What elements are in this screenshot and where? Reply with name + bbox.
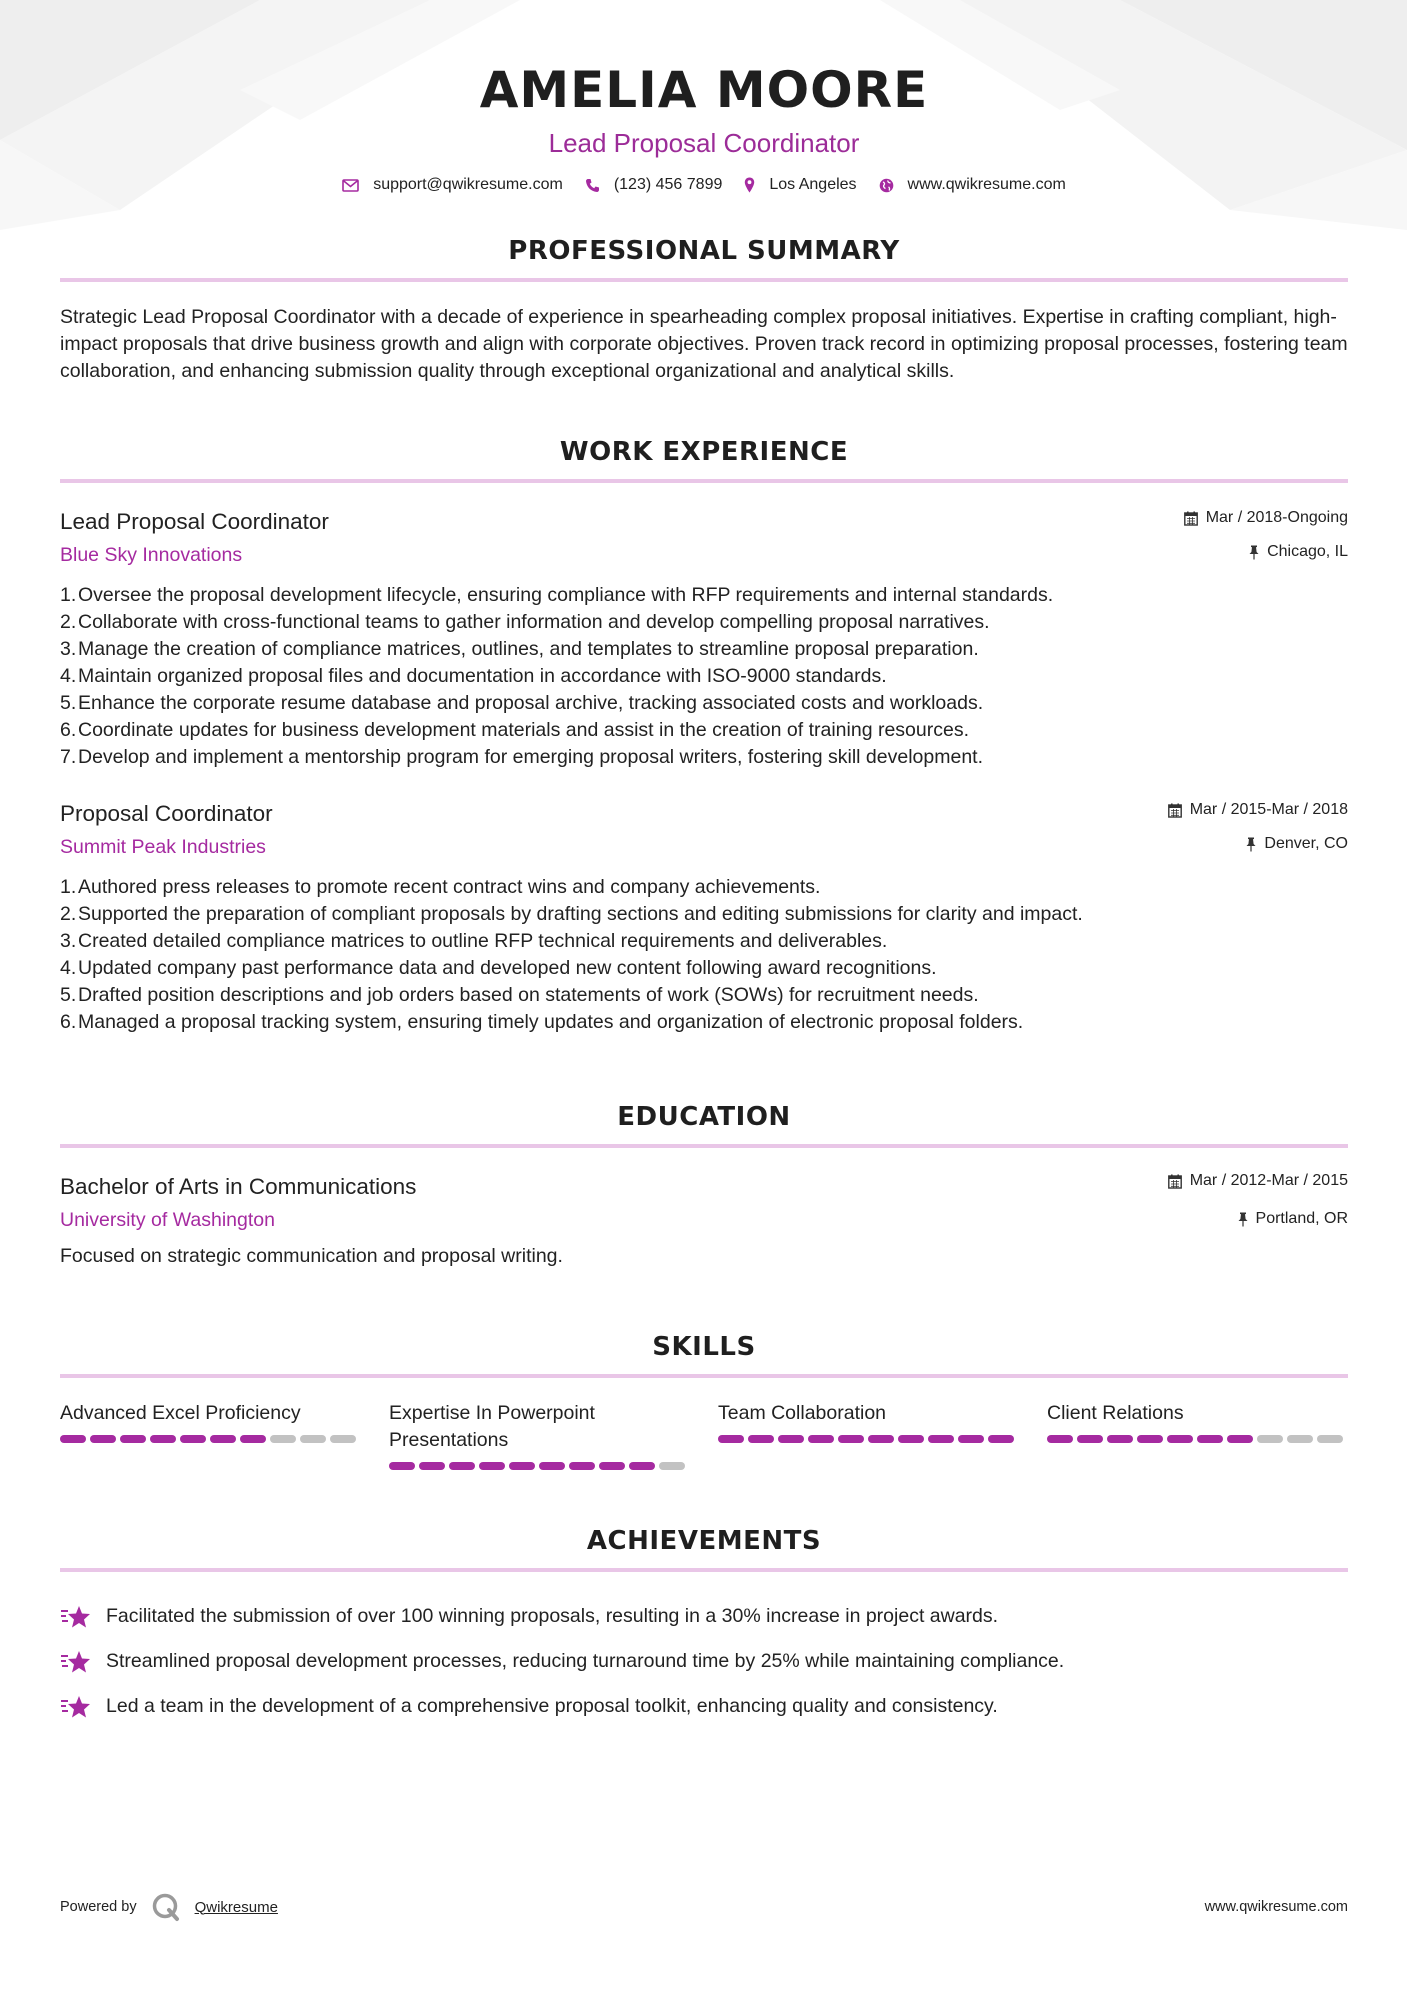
skills-grid — [60, 1400, 1348, 1470]
job-dates-text: Mar / 2018-Ongoing — [1205, 509, 1348, 526]
job-entry — [60, 799, 1348, 1036]
skill-level-segment — [629, 1462, 655, 1470]
skill-level-segment — [330, 1435, 356, 1443]
job-dates — [1168, 801, 1348, 819]
job-bullets — [60, 582, 1348, 771]
summary-section — [60, 234, 1348, 385]
skill-level-segment — [1047, 1435, 1073, 1443]
contact-website[interactable] — [879, 176, 1066, 194]
pushpin-icon — [1249, 545, 1259, 560]
contact-location — [744, 176, 856, 194]
job-title: Proposal Coordinator — [60, 801, 273, 826]
education-location-text: Portland, OR — [1255, 1210, 1348, 1227]
skill-level-segment — [419, 1462, 445, 1470]
skill-level-segment — [778, 1435, 804, 1443]
contact-phone[interactable] — [585, 176, 723, 194]
skill-item — [718, 1400, 1018, 1470]
skill-level-segment — [1287, 1435, 1313, 1443]
job-bullets — [60, 874, 1348, 1036]
globe-icon — [879, 178, 894, 193]
calendar-icon — [1184, 511, 1198, 526]
skill-level-segment — [659, 1462, 685, 1470]
resume-page — [60, 0, 1348, 1729]
phone-icon — [585, 178, 600, 193]
skill-item — [1047, 1400, 1347, 1470]
list-item: 1. Oversee the proposal development lifecycle, ensuring compliance with RFP requirements and internal standards. — [60, 584, 1054, 606]
experience-heading: WORK EXPERIENCE — [559, 437, 849, 467]
star-icon — [60, 1649, 92, 1675]
footer-url[interactable]: www.qwikresume.com — [1204, 1899, 1348, 1915]
degree-title: Bachelor of Arts in Communications — [60, 1174, 417, 1199]
skill-level-segment — [509, 1462, 535, 1470]
qwikresume-link[interactable]: Qwikresume — [194, 1898, 278, 1916]
job-location-text: Denver, CO — [1264, 835, 1348, 852]
list-item: 4. Maintain organized proposal files and documentation in accordance with ISO-9000 standards. — [60, 665, 887, 687]
skill-level-segment — [210, 1435, 236, 1443]
star-icon — [60, 1694, 92, 1720]
education-dates-text: Mar / 2012-Mar / 2015 — [1189, 1172, 1348, 1189]
list-item: 2. Collaborate with cross-functional teams to gather information and develop compelling proposal narratives. — [60, 611, 990, 633]
skill-level-segment — [389, 1462, 415, 1470]
skill-level-segment — [150, 1435, 176, 1443]
list-item: 3. Manage the creation of compliance matrices, outlines, and templates to streamline proposal preparation. — [60, 638, 979, 660]
section-divider — [60, 278, 1348, 282]
achievements-heading: ACHIEVEMENTS — [586, 1526, 822, 1556]
education-dates — [1168, 1172, 1348, 1190]
envelope-icon — [342, 179, 359, 192]
star-icon — [60, 1604, 92, 1630]
skill-name: Team Collaboration — [718, 1402, 887, 1424]
skill-level-segment — [1197, 1435, 1223, 1443]
skill-level-segment — [180, 1435, 206, 1443]
skill-level-segment — [270, 1435, 296, 1443]
contact-website-text: www.qwikresume.com — [907, 176, 1066, 193]
skill-level-segment — [808, 1435, 834, 1443]
skill-level-segment — [1107, 1435, 1133, 1443]
list-item: Streamlined proposal development processes, reducing turnaround time by 25% while maintaining compliance. — [60, 1639, 1348, 1684]
education-heading: EDUCATION — [617, 1102, 791, 1132]
pushpin-icon — [1238, 1212, 1248, 1227]
list-item: 5. Enhance the corporate resume database and proposal archive, tracking associated costs and workloads. — [60, 692, 984, 714]
skill-level-segment — [539, 1462, 565, 1470]
job-dates-text: Mar / 2015-Mar / 2018 — [1189, 801, 1348, 818]
skill-level-segment — [748, 1435, 774, 1443]
section-divider — [60, 1568, 1348, 1572]
pushpin-icon — [1246, 837, 1256, 852]
school-name: University of Washington — [60, 1209, 275, 1231]
job-entry — [60, 507, 1348, 771]
skill-level-segment — [569, 1462, 595, 1470]
skill-level-segment — [1227, 1435, 1253, 1443]
summary-heading: PROFESSIONAL SUMMARY — [508, 236, 900, 266]
contact-bar — [60, 176, 1348, 194]
section-divider — [60, 1374, 1348, 1378]
skills-section — [60, 1330, 1348, 1470]
education-description: Focused on strategic communication and proposal writing. — [60, 1245, 563, 1267]
skill-level-segment — [838, 1435, 864, 1443]
footer-branding — [60, 1892, 278, 1922]
calendar-icon — [1168, 803, 1182, 818]
skill-level-segment — [868, 1435, 894, 1443]
summary-text: Strategic Lead Proposal Coordinator with a decade of experience in spearheading complex proposal initiatives. Expertise in crafting compliant, high-impact proposals that drive business growth and align with corporate objectives. Proven track record in optimizing proposal processes, fostering team collaboration, and enhancing submission quality through exceptional organizational and analytical skills. — [60, 306, 1348, 382]
section-divider — [60, 1144, 1348, 1148]
skill-level-segment — [1317, 1435, 1343, 1443]
contact-email[interactable] — [342, 176, 563, 194]
skill-name: Expertise In Powerpoint Presentations — [389, 1402, 595, 1451]
contact-location-text: Los Angeles — [769, 176, 857, 193]
section-divider — [60, 479, 1348, 483]
skill-level-bar — [718, 1435, 1018, 1443]
skill-level-segment — [60, 1435, 86, 1443]
skill-level-segment — [90, 1435, 116, 1443]
resume-header — [60, 0, 1348, 194]
list-item: 6. Coordinate updates for business development materials and assist in the creation of training resources. — [60, 719, 969, 741]
skill-level-bar — [389, 1462, 689, 1470]
list-item: 5. Drafted position descriptions and job orders based on statements of work (SOWs) for recruitment needs. — [60, 984, 979, 1006]
skill-level-segment — [599, 1462, 625, 1470]
skill-item — [60, 1400, 360, 1470]
skill-level-segment — [300, 1435, 326, 1443]
list-item: 1. Authored press releases to promote recent contract wins and company achievements. — [60, 876, 821, 898]
job-company: Blue Sky Innovations — [60, 544, 243, 566]
qwikresume-logo-icon — [151, 1892, 181, 1922]
list-item: 7. Develop and implement a mentorship program for emerging proposal writers, fostering skill development. — [60, 746, 984, 768]
contact-phone-text: (123) 456 7899 — [613, 176, 723, 193]
job-location — [1246, 835, 1348, 853]
skill-level-segment — [958, 1435, 984, 1443]
skill-level-bar — [1047, 1435, 1347, 1443]
contact-email-text: support@qwikresume.com — [373, 176, 563, 193]
list-item: Facilitated the submission of over 100 winning proposals, resulting in a 30% increase in project awards. — [60, 1594, 1348, 1639]
skill-level-segment — [988, 1435, 1014, 1443]
skill-level-segment — [1137, 1435, 1163, 1443]
skill-level-segment — [718, 1435, 744, 1443]
map-pin-icon — [744, 177, 755, 193]
powered-by-label: Powered by — [60, 1899, 137, 1915]
list-item: Led a team in the development of a comprehensive proposal toolkit, enhancing quality and consistency. — [60, 1684, 1348, 1729]
job-company: Summit Peak Industries — [60, 836, 266, 858]
education-location — [1238, 1210, 1348, 1228]
skill-level-segment — [479, 1462, 505, 1470]
skill-level-segment — [120, 1435, 146, 1443]
skill-level-segment — [240, 1435, 266, 1443]
candidate-name: AMELIA MOORE — [479, 61, 929, 119]
skills-heading: SKILLS — [652, 1332, 756, 1362]
achievements-section — [60, 1524, 1348, 1729]
candidate-title: Lead Proposal Coordinator — [548, 128, 860, 158]
skill-level-segment — [928, 1435, 954, 1443]
list-item: 6. Managed a proposal tracking system, ensuring timely updates and organization of electronic proposal folders. — [60, 1011, 1024, 1033]
experience-section — [60, 435, 1348, 1036]
skill-name: Advanced Excel Proficiency — [60, 1402, 301, 1424]
list-item: 2. Supported the preparation of compliant proposals by drafting sections and editing submissions for clarity and impact. — [60, 903, 1083, 925]
skill-level-segment — [1257, 1435, 1283, 1443]
job-title: Lead Proposal Coordinator — [60, 509, 329, 534]
skill-level-segment — [449, 1462, 475, 1470]
job-location — [1249, 543, 1348, 561]
skill-item — [389, 1400, 689, 1470]
skill-level-segment — [1077, 1435, 1103, 1443]
page-footer — [60, 1892, 1348, 1922]
list-item: 4. Updated company past performance data and developed new content following award recognitions. — [60, 957, 937, 979]
education-entry — [60, 1172, 1348, 1270]
skill-level-bar — [60, 1435, 360, 1443]
skill-name: Client Relations — [1047, 1402, 1184, 1424]
calendar-icon — [1168, 1174, 1182, 1189]
skill-level-segment — [898, 1435, 924, 1443]
list-item: 3. Created detailed compliance matrices to outline RFP technical requirements and deliverables. — [60, 930, 888, 952]
achievements-list — [60, 1594, 1348, 1729]
education-section — [60, 1100, 1348, 1270]
job-location-text: Chicago, IL — [1267, 543, 1348, 560]
skill-level-segment — [1167, 1435, 1193, 1443]
job-dates — [1184, 509, 1348, 527]
